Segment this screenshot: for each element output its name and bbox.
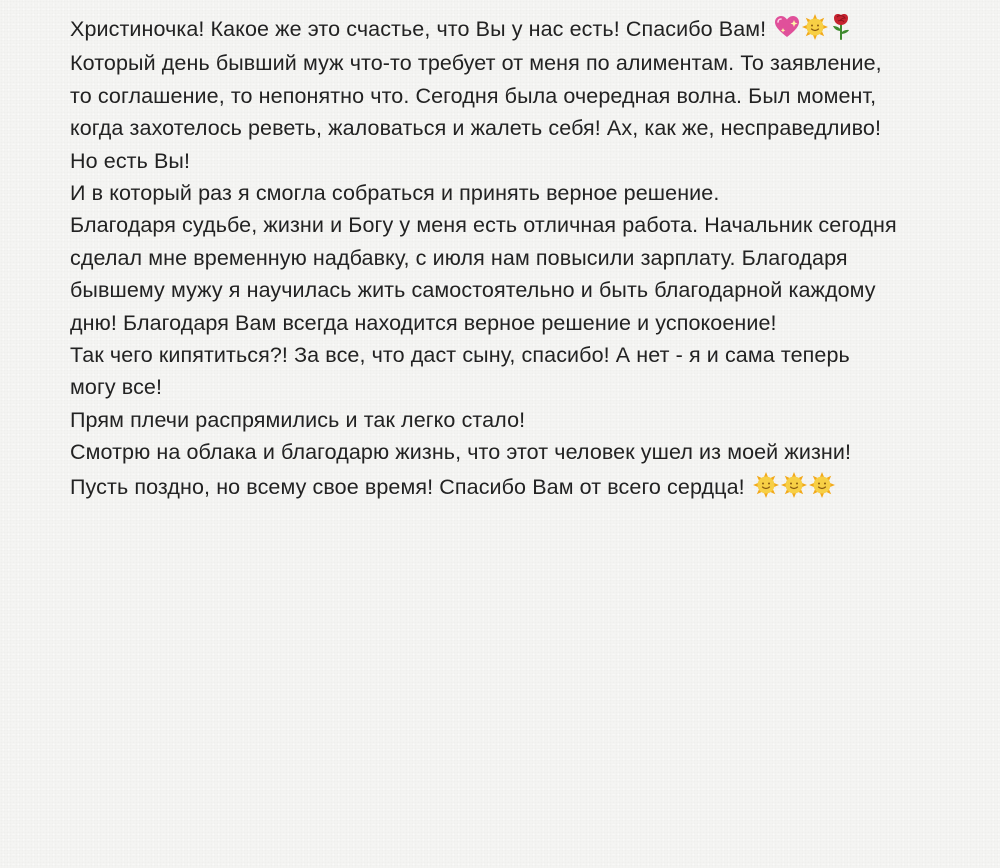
note-line-text: сделал мне временную надбавку, с июля нам повысили зарплату. Благодаря: [70, 245, 848, 270]
note-line-text: И в который раз я смогла собраться и принять верное решение.: [70, 181, 720, 206]
note-line: [70, 242, 970, 274]
rose-icon: [830, 12, 852, 40]
note-line-text: Благодаря судьбе, жизни и Богу у меня есть отличная работа. Начальник сегодня: [70, 213, 897, 238]
note-line: [70, 209, 970, 241]
note-line-text: то соглашение, то непонятно что. Сегодня была очередная волна. Был момент,: [70, 83, 877, 108]
note-body: [70, 12, 970, 503]
note-line: [70, 436, 970, 468]
note-line: [70, 371, 970, 403]
note-line-text: Смотрю на облака и благодарю жизнь, что этот человек ушел из моей жизни!: [70, 440, 852, 465]
note-line: [70, 12, 970, 45]
note-line: [70, 471, 970, 503]
note-line: [70, 274, 970, 306]
note-line: [70, 404, 970, 436]
note-line: [70, 80, 970, 112]
note-line: [70, 47, 970, 79]
note-line-text: бывшему мужу я научилась жить самостоятельно и быть благодарной каждому: [70, 278, 876, 303]
note-line: [70, 177, 970, 209]
note-line-text: Который день бывший муж что-то требует от меня по алиментам. То заявление,: [70, 51, 882, 76]
note-line-text: Но есть Вы!: [70, 148, 191, 173]
note-line-text: Христиночка! Какое же это счастье, что Вы у нас есть! Спасибо Вам!: [70, 17, 767, 41]
note-line-text: Так чего кипятиться?! За все, что даст сыну, спасибо! А нет - я и сама теперь: [70, 343, 850, 368]
note-line-text: могу все!: [70, 375, 163, 400]
sun-face-icon: [802, 14, 828, 40]
sun-face-icon: [809, 472, 835, 498]
note-line: [70, 307, 970, 339]
note-line: [70, 112, 970, 144]
sun-face-icon: [781, 472, 807, 498]
sparkling-heart-icon: [774, 14, 800, 40]
note-line-text: Пусть поздно, но всему свое время! Спасибо Вам от всего сердца!: [70, 474, 745, 499]
note-line-text: когда захотелось реветь, жаловаться и жалеть себя! Ах, как же, несправедливо!: [70, 116, 882, 141]
note-line: [70, 145, 970, 177]
sun-face-icon: [753, 472, 779, 498]
note-line: [70, 339, 970, 371]
note-line-text: Прям плечи распрямились и так легко стало!: [70, 407, 526, 432]
note-line-text: дню! Благодаря Вам всегда находится верное решение и успокоение!: [70, 310, 777, 335]
